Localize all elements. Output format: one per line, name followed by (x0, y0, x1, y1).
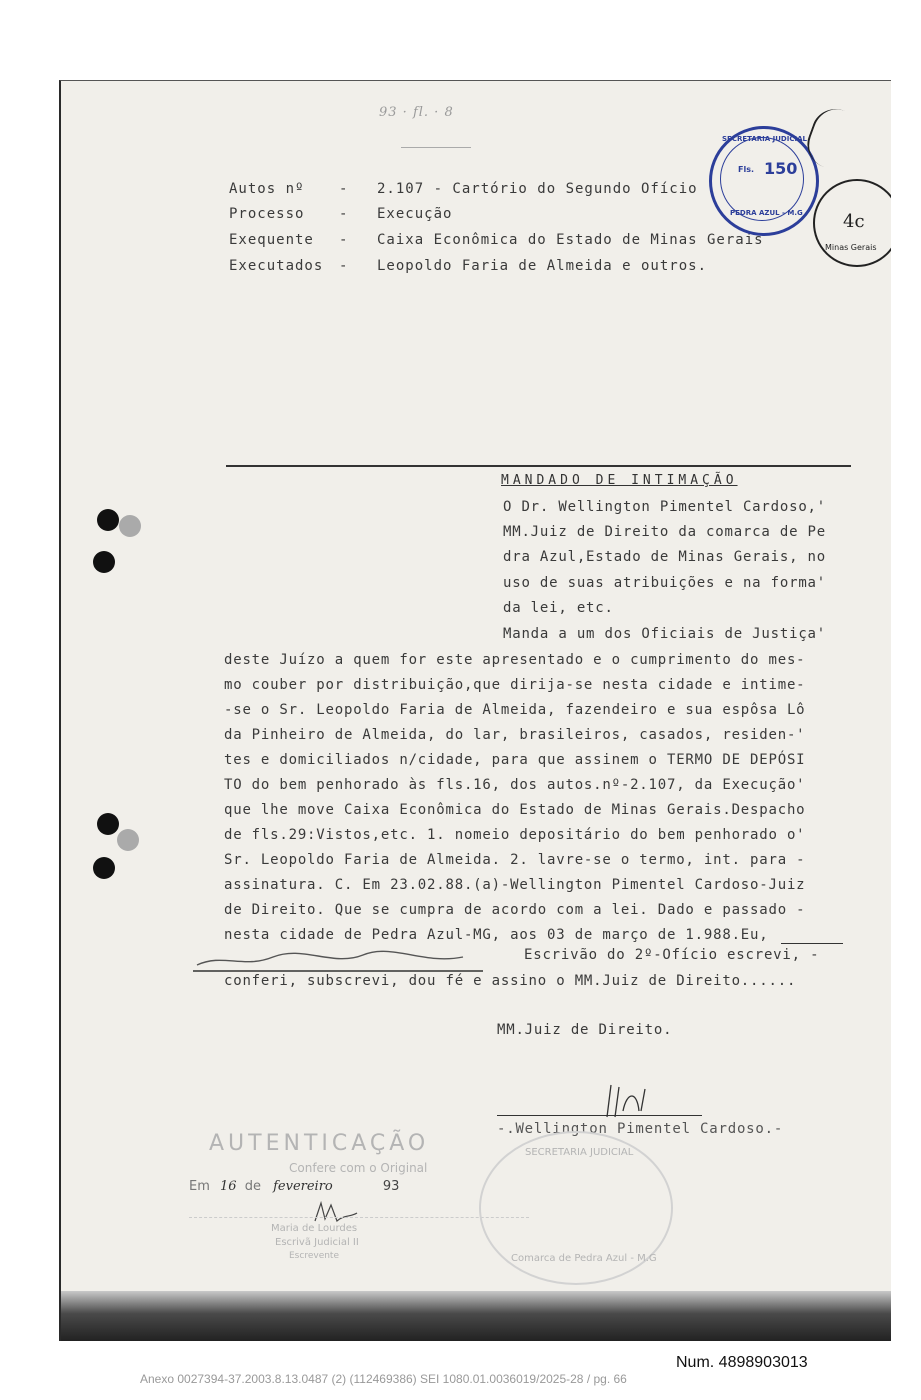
document-reference: Anexo 0027394-37.2003.8.13.0487 (2) (112469386) SEI 1080.01.0036019/2025-28 / pg. 66 (140, 1372, 627, 1386)
signature-rule (497, 1115, 702, 1116)
stamp-fls-text: Fls. (738, 165, 755, 174)
header-value: Caixa Econômica do Estado de Minas Gerais (377, 232, 764, 248)
body-line: de fls.29:Vistos,etc. 1. nomeio depositário do bem penhorado o' (224, 827, 806, 843)
body-line: da Pinheiro de Almeida, do lar, brasileiros, casados, residen-' (224, 727, 806, 743)
scanned-document (59, 80, 891, 1341)
body-line: Sr. Leopoldo Faria de Almeida. 2. lavre-se o termo, int. para - (224, 852, 806, 868)
header-value: 2.107 - Cartório do Segundo Ofício (377, 181, 698, 197)
intro-line: MM.Juiz de Direito da comarca de Pe (503, 524, 827, 540)
body-line: assinatura. C. Em 23.02.88.(a)-Wellington Pimentel Cardoso-Juiz (224, 877, 806, 893)
authentication-title: AUTENTICAÇÃO (209, 1131, 430, 1156)
header-row-exequente: Exequente - Caixa Econômica do Estado de Minas Gerais (229, 232, 764, 248)
intro-line: uso de suas atribuições e na forma' (503, 575, 827, 591)
body-line: deste Juízo a quem for este apresentado e o cumprimento do mes- (224, 652, 806, 668)
authentication-line: Confere com o Original (289, 1161, 428, 1175)
scan-bottom-edge (61, 1291, 891, 1341)
punch-hole (117, 829, 139, 851)
stamp-top-text: SECRETARIA JUDICIAL (722, 135, 807, 143)
header-label: Exequente (229, 232, 314, 248)
auth-month: fevereiro (273, 1179, 333, 1194)
header-label: Processo (229, 206, 305, 222)
body-line: nesta cidade de Pedra Azul-MG, aos 03 de março de 1.988.Eu, (224, 927, 769, 943)
title-rule (226, 465, 851, 467)
body-line: Escrivão do 2º-Ofício escrevi, - (524, 947, 820, 963)
stamp-handwriting: 4c (843, 211, 865, 232)
header-value: Execução (377, 206, 453, 222)
document-number: Num. 4898903013 (676, 1354, 808, 1371)
header-label: Executados (229, 258, 324, 274)
auth-year: 93 (382, 1179, 400, 1194)
pen-scribble (401, 133, 471, 148)
signature-title: MM.Juiz de Direito. (497, 1022, 673, 1038)
punch-hole (93, 551, 115, 573)
header-row-autos: Autos nº - 2.107 - Cartório do Segundo Ofício (229, 181, 698, 197)
stamp-bottom-text: PEDRA AZUL - M.G (730, 209, 803, 217)
header-row-executados: Executados - Leopoldo Faria de Almeida e outros. (229, 258, 708, 274)
header-value: Leopoldo Faria de Almeida e outros. (377, 258, 708, 274)
body-line: mo couber por distribuição,que dirija-se nesta cidade e intime- (224, 677, 806, 693)
handwritten-note: 93 · fl. · 8 (379, 105, 454, 120)
body-line: de Direito. Que se cumpra de acordo com a lei. Dado e passado - (224, 902, 806, 918)
auth-day: 16 (220, 1179, 237, 1194)
stamp-page-number: 150 (764, 159, 798, 178)
faded-stamp-text: SECRETARIA JUDICIAL (525, 1147, 634, 1158)
punch-hole (97, 509, 119, 531)
stamp-text: Minas Gerais (825, 243, 877, 252)
intro-line: da lei, etc. (503, 600, 614, 616)
punch-hole (97, 813, 119, 835)
body-line: -se o Sr. Leopoldo Faria de Almeida, fazendeiro e sua espôsa Lô (224, 702, 806, 718)
body-line: tes e domiciliados n/cidade, para que assinem o TERMO DE DEPÓSI (224, 752, 806, 768)
punch-hole (119, 515, 141, 537)
body-line: TO do bem penhorado às fls.16, dos autos.nº-2.107, da Execução' (224, 777, 806, 793)
authentication-role: Escrivã Judicial II (275, 1237, 359, 1248)
writing-rule (781, 943, 843, 944)
minas-gerais-stamp (813, 179, 891, 267)
authentication-name: Maria de Lourdes (271, 1223, 358, 1234)
body-line: que lhe move Caixa Econômica do Estado de Minas Gerais.Despacho (224, 802, 806, 818)
punch-hole (93, 857, 115, 879)
signature-name: -.Wellington Pimentel Cardoso.- (497, 1121, 784, 1137)
authentication-rule (189, 1217, 529, 1218)
header-label: Autos nº (229, 181, 305, 197)
escrivao-signature (193, 947, 483, 973)
secretaria-judicial-stamp (709, 126, 819, 236)
authentication-role-2: Escrevente (289, 1251, 339, 1261)
header-row-processo: Processo - Execução (229, 206, 453, 222)
intro-line: O Dr. Wellington Pimentel Cardoso,' (503, 499, 827, 515)
faded-judicial-stamp (479, 1131, 673, 1285)
faded-stamp-bottom: Comarca de Pedra Azul - M.G (511, 1253, 657, 1264)
document-title: MANDADO DE INTIMAÇÃO (501, 473, 738, 488)
intro-line: dra Azul,Estado de Minas Gerais, no (503, 549, 827, 565)
authentication-date: Em 16 de fevereiro 93 (189, 1179, 400, 1194)
body-first-line: Manda a um dos Oficiais de Justiça' (503, 626, 827, 642)
body-line: conferi, subscrevi, dou fé e assino o MM.Juiz de Direito...... (224, 973, 797, 989)
